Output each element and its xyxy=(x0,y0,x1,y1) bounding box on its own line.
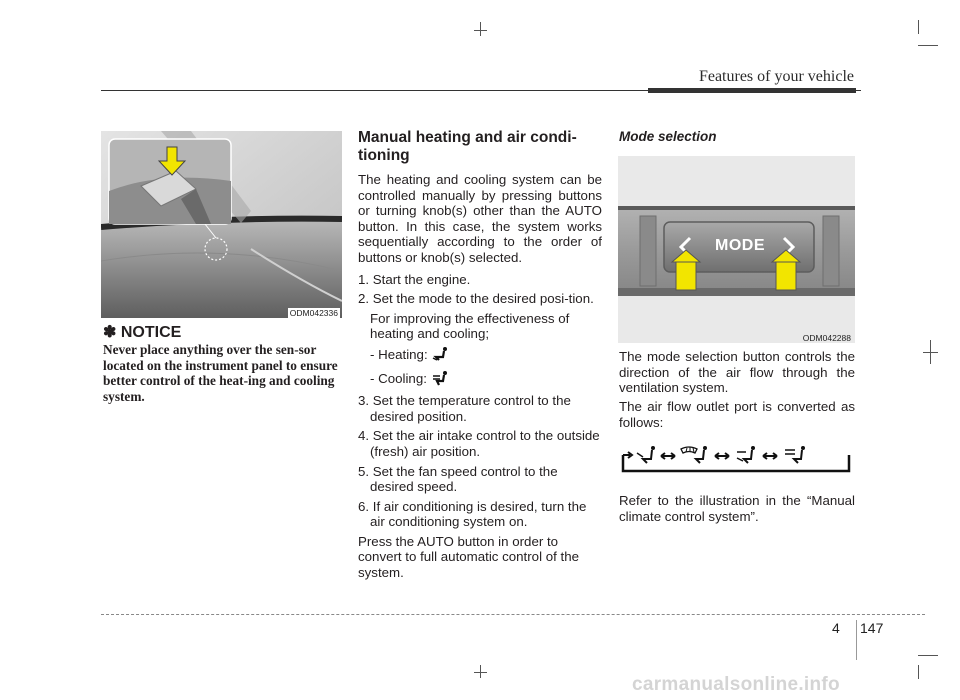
notice-text: Never place anything over the sen-sor located on the instrument panel to ensure better control of the heat-ing and cooling system. xyxy=(103,342,338,404)
crop-mark xyxy=(918,20,919,34)
crop-mark xyxy=(856,620,857,660)
closing-text: Press the AUTO button in order to convert to full automatic control of the system. xyxy=(358,533,579,581)
step2-note: For improving the effectiveness of heating and cooling; xyxy=(370,310,570,342)
crop-mark xyxy=(480,22,481,36)
crop-mark xyxy=(918,655,938,656)
mode-sequence-diagram xyxy=(619,443,855,477)
section-title: Features of your vehicle xyxy=(698,68,854,85)
mode-button-photo xyxy=(618,156,855,343)
bilevel-mode-icon xyxy=(737,446,755,463)
cooling-label: - Cooling: xyxy=(370,370,427,386)
mode-selection-heading: Mode selection xyxy=(619,129,717,144)
crop-mark xyxy=(474,672,487,673)
cooling-row xyxy=(358,370,602,390)
crop-mark xyxy=(474,30,487,31)
list-item: 5. Set the fan speed control to the desired speed. xyxy=(358,463,558,495)
floor-mode-icon xyxy=(431,346,453,366)
defrost-floor-icon xyxy=(681,446,707,463)
mode-para-2: The air flow outlet port is converted as follows: xyxy=(619,399,855,430)
image-code: ODM042336 xyxy=(289,308,338,318)
page-number: 147 xyxy=(860,620,884,636)
list-item: 6. If air conditioning is desired, turn the air conditioning system on. xyxy=(358,498,587,530)
mode-button-label: MODE xyxy=(715,237,765,254)
header-rule-accent xyxy=(648,88,856,93)
intro-text: The heating and cooling system can be controlled manually by pressing buttons or turning knob(s) other than the AUTO button. In this case, the system works sequentially according to the order of buttons or knob(s) selected. xyxy=(358,172,602,265)
list-item: 4. Set the air intake control to the outside (fresh) air position. xyxy=(358,428,600,459)
image-code: ODM042288 xyxy=(802,333,851,343)
footer-rule xyxy=(101,614,925,615)
list-item: 1. Start the engine. xyxy=(358,271,471,287)
heating-row xyxy=(358,346,602,366)
crop-mark xyxy=(918,45,938,46)
list-item: 2. Set the mode to the desired posi-tion. xyxy=(358,291,594,307)
face-mode-icon xyxy=(431,370,453,390)
manual-hvac-section xyxy=(358,129,602,581)
notice-title: ✽ NOTICE xyxy=(103,324,182,341)
chapter-number: 4 xyxy=(832,620,840,636)
floor-mode-icon xyxy=(637,446,655,463)
steps-list xyxy=(358,272,602,530)
face-mode-icon xyxy=(785,446,805,463)
list-item: 3. Set the temperature control to the desired position. xyxy=(358,393,571,424)
mode-para-1: The mode selection button controls the direction of the air flow through the ventilation system. xyxy=(619,349,855,396)
watermark: carmanualsonline.info xyxy=(632,674,840,695)
crop-mark xyxy=(918,665,919,679)
mode-para-3: Refer to the illustration in the “Manual climate control system”. xyxy=(619,493,855,524)
crop-mark xyxy=(923,352,938,353)
section-heading: Manual heating and air condi-tioning xyxy=(358,129,577,164)
heating-label: - Heating: xyxy=(370,346,428,362)
sensor-photo xyxy=(101,131,342,318)
